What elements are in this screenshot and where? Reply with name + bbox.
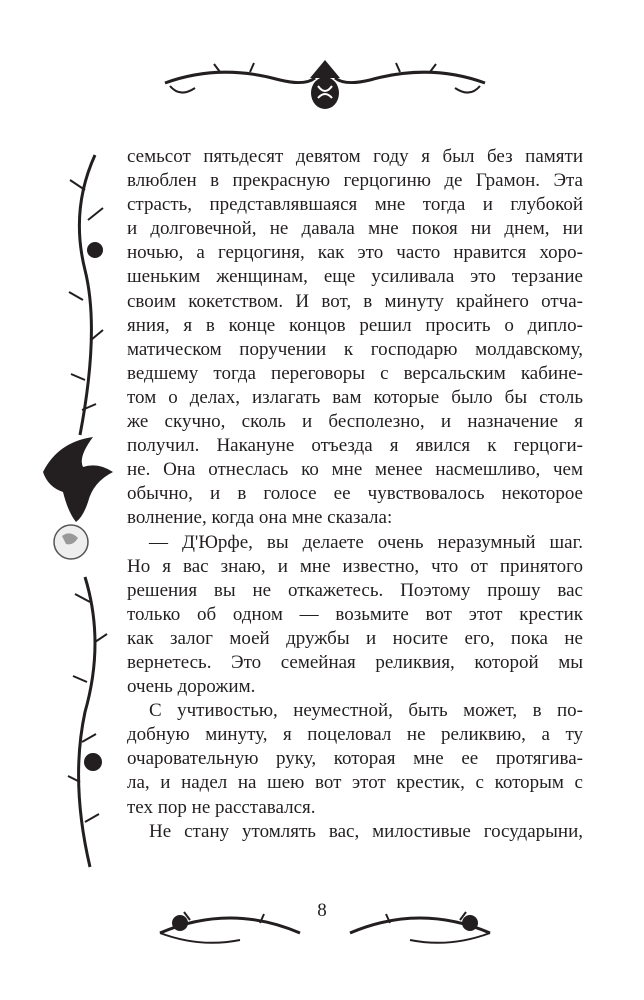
text-line: шеньким женщинам, еще усиливала это терзание	[127, 266, 583, 288]
left-vine-ornament-top	[55, 150, 115, 440]
text-line: страсть, представлявшаяся мне тогда и глубокой	[127, 194, 583, 216]
text-line: очаровательную руку, которая мне ее протягива-	[127, 748, 583, 770]
text-line: добную минуту, я поцеловал не реликвию, а ту	[127, 724, 583, 746]
bottom-thistle-ornament	[150, 888, 500, 958]
book-text-body	[127, 145, 583, 844]
text-line: ночью, а герцогиня, как это часто нравится хоро-	[127, 242, 583, 264]
text-line: ла, и надел на шею вот этот крестик, с которым с	[127, 772, 583, 794]
text-line: получил. Накануне отъезда я явился к герцоги-	[127, 435, 583, 457]
page-number: 8	[317, 900, 327, 921]
text-line: очень дорожим.	[127, 676, 256, 698]
text-line: не. Она отнеслась ко мне менее насмешливо, чем	[127, 459, 583, 481]
text-line: влюблен в прекрасную герцогиню де Грамон. Эта	[127, 170, 583, 192]
text-line: семьсот пятьдесят девятом году я был без памяти	[127, 146, 583, 167]
left-vine-ornament-bottom	[55, 572, 115, 872]
text-line: как залог моей дружбы и носите его, пока не	[127, 627, 583, 649]
text-line: ведшему тогда переговоры с версальским кабине-	[127, 362, 583, 384]
text-line: — Д'Юрфе, вы делаете очень неразумный шаг.	[149, 531, 583, 553]
text-line: волнение, когда она мне сказала:	[127, 507, 393, 529]
text-line: тех пор не расставался.	[127, 796, 316, 818]
text-line: С учтивостью, неуместной, быть может, в по-	[149, 700, 583, 722]
text-line: только об одном — возьмите вот этот крестик	[127, 603, 583, 625]
text-line: Но я вас знаю, и мне известно, что от принятого	[127, 555, 583, 577]
top-thistle-ornament	[160, 58, 490, 120]
text-line: вернетесь. Это семейная реликвия, которой мы	[127, 651, 583, 673]
text-line: матическом поручении к господарю молдавскому,	[127, 338, 583, 360]
text-line: обычно, и в голосе ее чувствовалось некоторое	[127, 483, 583, 505]
text-line: яния, я в конце концов решил просить о дипло-	[127, 314, 583, 336]
text-line: Не стану утомлять вас, милостивые государыни,	[149, 820, 583, 842]
text-line: решения вы не откажетесь. Поэтому прошу вас	[127, 579, 583, 601]
text-line: том о делах, излагать вам которые было бы столь	[127, 386, 583, 408]
text-line: же скучно, сколь и бесполезно, и назначение я	[127, 411, 583, 433]
raven-on-globe-illustration	[38, 432, 118, 567]
text-line: своим кокетством. И вот, в минуту крайнего отча-	[127, 290, 583, 312]
text-line: и долговечной, не давала мне покоя ни днем, ни	[127, 218, 583, 240]
